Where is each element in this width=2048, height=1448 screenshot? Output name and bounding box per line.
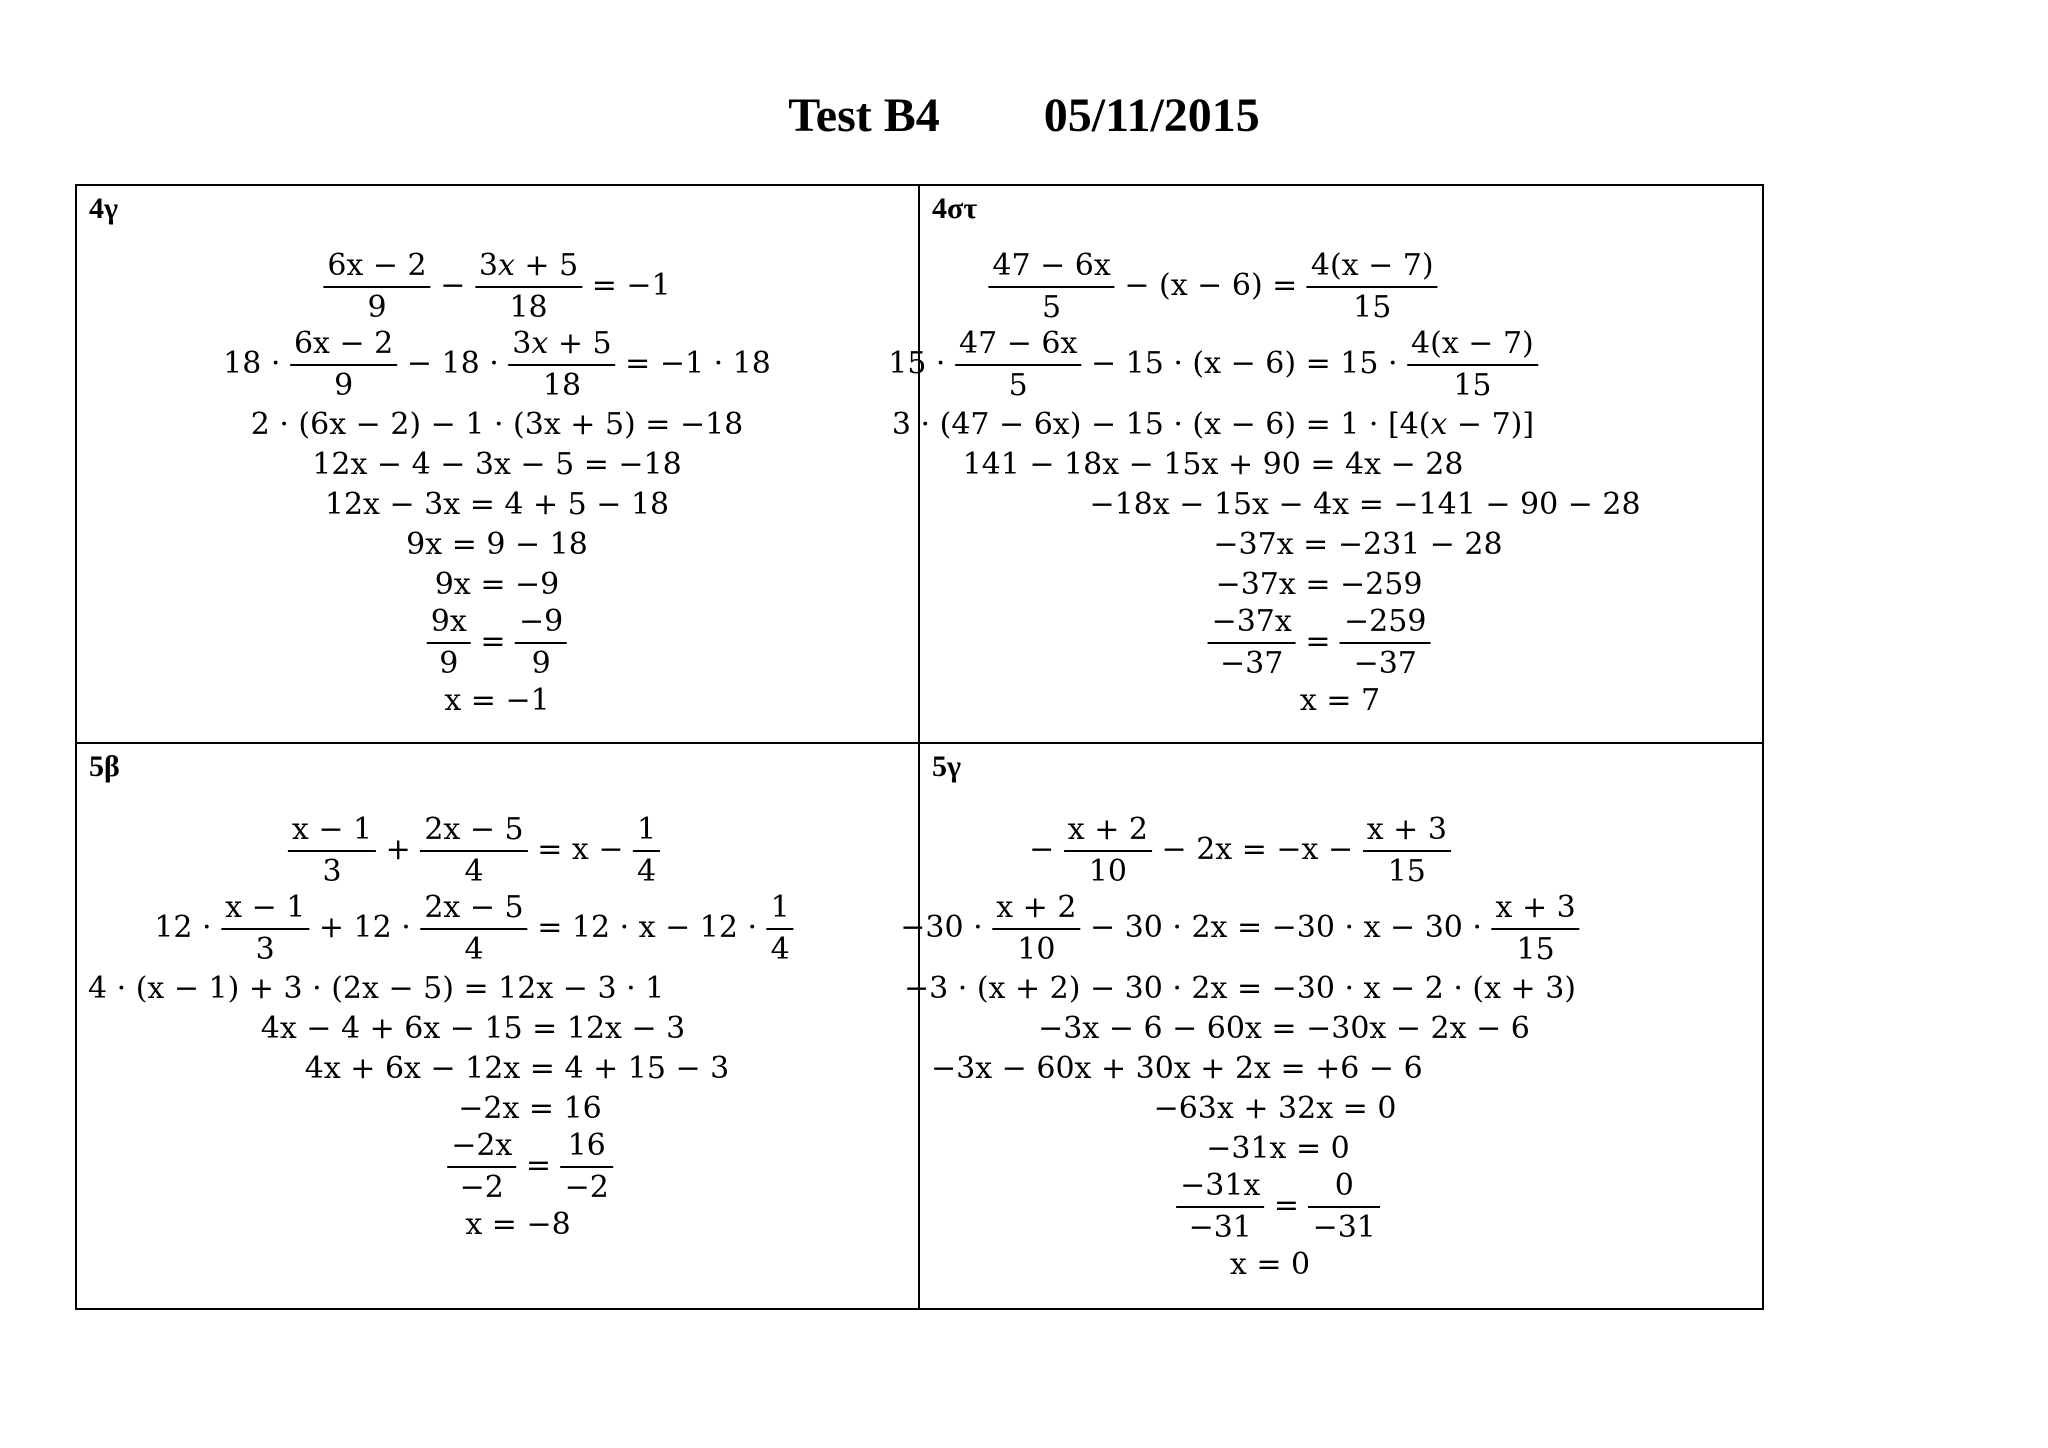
fraction bbox=[288, 814, 376, 888]
equation-line: 9x = −9 bbox=[434, 567, 560, 602]
equation-line: 2 · (6x − 2) − 1 · (3x + 5) = −18 bbox=[250, 407, 744, 442]
rhs: = −1 bbox=[591, 268, 671, 303]
numerator: −2x bbox=[447, 1130, 516, 1168]
numerator: 1 bbox=[633, 814, 660, 852]
equation-line: 4x − 4 + 6x − 15 = 12x − 3 bbox=[260, 1011, 686, 1046]
rhs: = −1 · 18 bbox=[625, 346, 771, 381]
exercise-label: 5γ bbox=[932, 750, 962, 783]
cell-5beta bbox=[77, 744, 920, 1308]
numerator: −37x bbox=[1208, 606, 1296, 644]
prefix: − bbox=[1029, 832, 1055, 867]
numerator: 0 bbox=[1309, 1170, 1380, 1208]
fraction bbox=[427, 606, 471, 680]
denominator: 3 bbox=[255, 932, 275, 967]
fraction bbox=[1208, 606, 1296, 680]
equation-line bbox=[988, 248, 1437, 324]
numerator: 47 − 6x bbox=[988, 250, 1114, 288]
fraction bbox=[1307, 250, 1438, 324]
equation-line bbox=[1208, 604, 1431, 680]
equation-line: −31x = 0 bbox=[1206, 1131, 1350, 1166]
equation-line bbox=[1176, 1168, 1380, 1244]
denominator: 5 bbox=[1008, 368, 1028, 403]
prefix: 12 · bbox=[154, 910, 212, 945]
numerator: 9x bbox=[427, 606, 471, 644]
fraction bbox=[515, 606, 567, 680]
denominator: −37 bbox=[1220, 646, 1284, 681]
numerator: 47 − 6x bbox=[955, 328, 1081, 366]
denominator: 18 bbox=[509, 290, 548, 325]
equation-line bbox=[288, 812, 660, 888]
fraction bbox=[1064, 814, 1152, 888]
fraction bbox=[1407, 328, 1538, 402]
fraction bbox=[955, 328, 1081, 402]
equation-line: 3 · (47 − 6x) − 15 · (x − 6) = 1 · [4(𝑥 − 7)] bbox=[891, 407, 1535, 442]
test-date: 05/11/2015 bbox=[1043, 89, 1260, 142]
operator: − 30 · 2x = −30 · x − 30 · bbox=[1089, 910, 1482, 945]
denominator: 15 bbox=[1516, 932, 1555, 967]
numerator: x − 1 bbox=[288, 814, 376, 852]
operator: = bbox=[480, 624, 506, 659]
numerator: 3𝑥 + 5 bbox=[475, 250, 582, 288]
denominator: 9 bbox=[531, 646, 551, 681]
denominator: 3 bbox=[322, 854, 342, 889]
equation-line bbox=[323, 248, 670, 324]
numerator: 6x − 2 bbox=[290, 328, 397, 366]
fraction bbox=[447, 1130, 516, 1204]
denominator: 10 bbox=[1088, 854, 1127, 889]
operator: = bbox=[1273, 1188, 1300, 1223]
equation-line bbox=[1029, 812, 1451, 888]
operator: + bbox=[385, 832, 411, 867]
prefix: 18 · bbox=[223, 346, 281, 381]
numerator: −9 bbox=[515, 606, 567, 644]
operator: = 12 · x − 12 · bbox=[537, 910, 758, 945]
operator: − 2x = −x − bbox=[1161, 832, 1354, 867]
cell-5gamma bbox=[900, 744, 1762, 1308]
fraction bbox=[290, 328, 397, 402]
fraction bbox=[1363, 814, 1451, 888]
numerator: −31x bbox=[1176, 1170, 1264, 1208]
fraction bbox=[420, 814, 527, 888]
fraction bbox=[475, 250, 582, 324]
fraction bbox=[992, 892, 1080, 966]
equation-line bbox=[154, 890, 793, 966]
equation-line bbox=[427, 604, 567, 680]
equation-line bbox=[447, 1128, 613, 1204]
equation-line bbox=[888, 326, 1538, 402]
fraction bbox=[1492, 892, 1580, 966]
operator: = x − bbox=[537, 832, 624, 867]
numerator: 2x − 5 bbox=[420, 892, 527, 930]
fraction bbox=[420, 892, 527, 966]
operator: = bbox=[1305, 624, 1331, 659]
equation-line: 12x − 3x = 4 + 5 − 18 bbox=[324, 487, 670, 522]
page-title bbox=[0, 88, 2048, 144]
equation-line: x = −8 bbox=[465, 1207, 571, 1242]
numerator: 6x − 2 bbox=[323, 250, 430, 288]
equation-line: 141 − 18x − 15x + 90 = 4x − 28 bbox=[962, 447, 1464, 482]
fraction bbox=[323, 250, 430, 324]
cell-4sigmatau bbox=[888, 186, 1762, 744]
prefix: −30 · bbox=[900, 910, 983, 945]
denominator: −37 bbox=[1353, 646, 1417, 681]
equation-line: 9x = 9 − 18 bbox=[406, 527, 588, 562]
numerator: 3𝑥 + 5 bbox=[508, 328, 615, 366]
test-title: Test B4 bbox=[788, 89, 940, 142]
fraction bbox=[1176, 1170, 1264, 1244]
denominator: 5 bbox=[1042, 290, 1062, 325]
equation-line bbox=[223, 326, 771, 402]
numerator: x + 3 bbox=[1492, 892, 1580, 930]
exercise-label: 4στ bbox=[932, 192, 978, 225]
numerator: −259 bbox=[1340, 606, 1430, 644]
solutions-table bbox=[75, 184, 1764, 1310]
denominator: 9 bbox=[439, 646, 459, 681]
operator: = bbox=[525, 1148, 552, 1183]
equation-line: 12x − 4 − 3x − 5 = −18 bbox=[312, 447, 682, 482]
denominator: −2 bbox=[459, 1170, 504, 1205]
numerator: 1 bbox=[767, 892, 794, 930]
exercise-label: 4γ bbox=[89, 192, 119, 225]
equation-line: −3x − 6 − 60x = −30x − 2x − 6 bbox=[1038, 1011, 1530, 1046]
equation-line: 4 · (x − 1) + 3 · (2x − 5) = 12x − 3 · 1 bbox=[88, 971, 665, 1006]
equation-line: x = 0 bbox=[1229, 1247, 1311, 1282]
numerator: x + 2 bbox=[1064, 814, 1152, 852]
denominator: −31 bbox=[1188, 1210, 1252, 1245]
fraction bbox=[561, 1130, 613, 1204]
equation-line: −63x + 32x = 0 bbox=[1153, 1091, 1397, 1126]
equation-line: −3 · (x + 2) − 30 · 2x = −30 · x − 2 · (x + 3) bbox=[903, 971, 1577, 1006]
equation-line: −37x = −231 − 28 bbox=[1213, 527, 1503, 562]
denominator: 10 bbox=[1017, 932, 1056, 967]
denominator: 18 bbox=[542, 368, 582, 403]
denominator: 4 bbox=[464, 932, 484, 967]
numerator: 16 bbox=[561, 1130, 613, 1168]
equation-line: −3x − 60x + 30x + 2x = +6 − 6 bbox=[931, 1051, 1423, 1086]
cell-4gamma bbox=[77, 186, 920, 744]
denominator: 15 bbox=[1387, 854, 1426, 889]
numerator: x + 3 bbox=[1363, 814, 1451, 852]
prefix: 15 · bbox=[888, 346, 946, 381]
exercise-label: 5β bbox=[89, 750, 120, 783]
numerator: x + 2 bbox=[992, 892, 1080, 930]
denominator: 9 bbox=[367, 290, 387, 325]
equation-line: −37x = −259 bbox=[1215, 567, 1423, 602]
denominator: 4 bbox=[464, 854, 484, 889]
fraction bbox=[221, 892, 309, 966]
denominator: 4 bbox=[770, 932, 790, 967]
equation-line: 4x + 6x − 12x = 4 + 15 − 3 bbox=[304, 1051, 730, 1086]
denominator: 15 bbox=[1453, 368, 1492, 403]
fraction bbox=[1340, 606, 1430, 680]
operator: + 12 · bbox=[318, 910, 411, 945]
fraction bbox=[508, 328, 615, 402]
equation-line bbox=[900, 890, 1579, 966]
denominator: −2 bbox=[564, 1170, 609, 1205]
equation-line: −18x − 15x − 4x = −141 − 90 − 28 bbox=[1089, 487, 1641, 522]
numerator: 4(x − 7) bbox=[1407, 328, 1538, 366]
operator: − 18 · bbox=[406, 346, 499, 381]
denominator: 9 bbox=[334, 368, 354, 403]
equation-line: x = 7 bbox=[1299, 683, 1381, 718]
operator: − 15 · (x − 6) = 15 · bbox=[1090, 346, 1398, 381]
denominator: 4 bbox=[637, 854, 657, 889]
equation-line: −2x = 16 bbox=[458, 1091, 602, 1126]
numerator: 4(x − 7) bbox=[1307, 250, 1438, 288]
denominator: −31 bbox=[1312, 1210, 1376, 1245]
fraction bbox=[988, 250, 1114, 324]
denominator: 15 bbox=[1353, 290, 1392, 325]
fraction bbox=[767, 892, 794, 966]
numerator: x − 1 bbox=[221, 892, 309, 930]
fraction bbox=[1309, 1170, 1380, 1244]
fraction bbox=[633, 814, 660, 888]
equation-line: x = −1 bbox=[444, 683, 550, 718]
operator: − bbox=[440, 268, 466, 303]
numerator: 2x − 5 bbox=[420, 814, 527, 852]
operator: − (x − 6) = bbox=[1124, 268, 1298, 303]
